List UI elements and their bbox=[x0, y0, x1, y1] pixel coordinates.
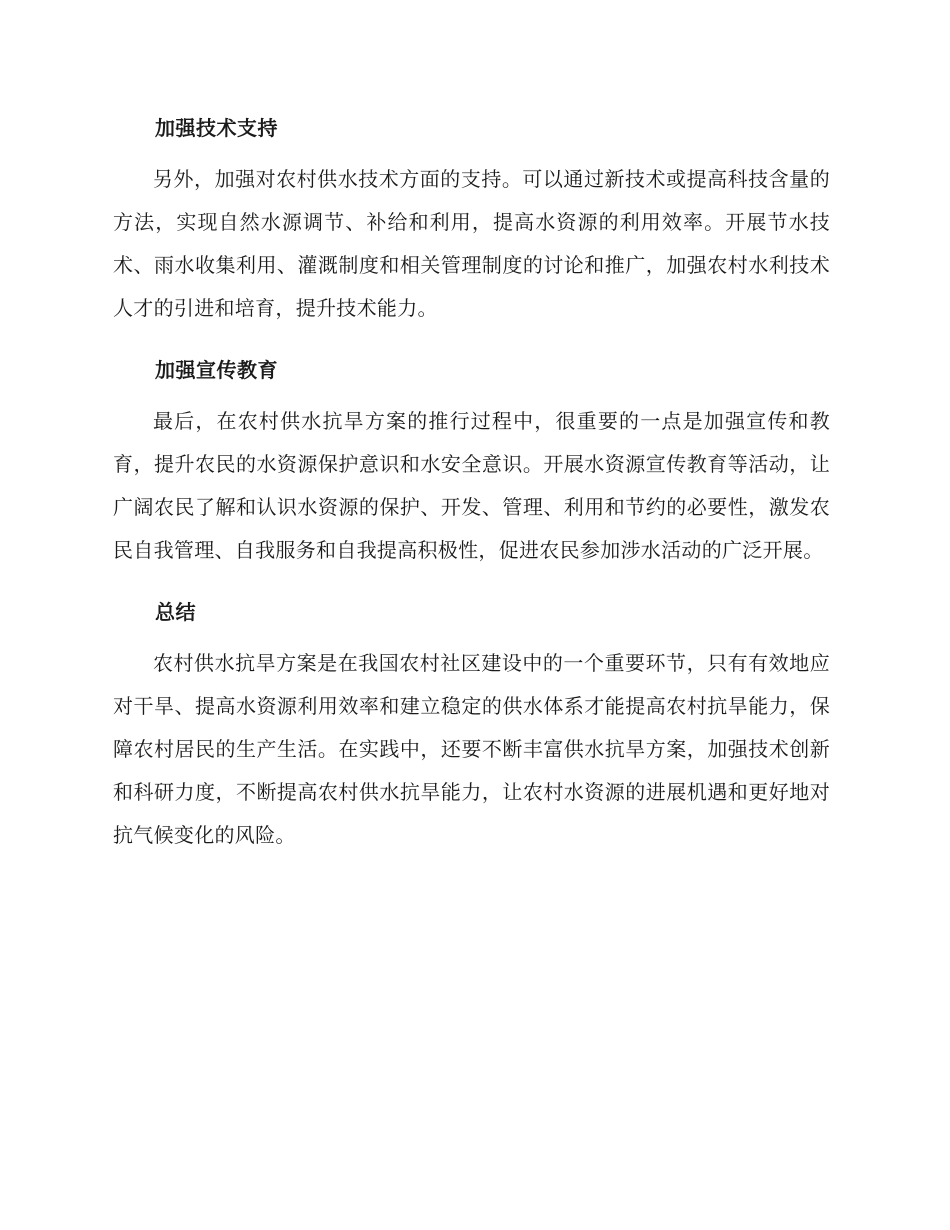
section-publicity-education bbox=[113, 350, 830, 572]
section-paragraph: 另外，加强对农村供水技术方面的支持。可以通过新技术或提高科技含量的方法，实现自然水源调节、补给和利用，提高水资源的利用效率。开展节水技术、雨水收集利用、灌溉制度和相关管理制度的讨论和推广，加强农村水利技术人才的引进和培育，提升技术能力。 bbox=[113, 167, 830, 320]
section-technical-support bbox=[113, 108, 830, 330]
document-content bbox=[113, 108, 830, 877]
section-heading: 总结 bbox=[155, 600, 196, 624]
section-heading: 加强宣传教育 bbox=[155, 358, 278, 382]
section-summary bbox=[113, 592, 830, 857]
section-heading: 加强技术支持 bbox=[155, 116, 278, 140]
section-paragraph: 农村供水抗旱方案是在我国农村社区建设中的一个重要环节，只有有效地应对干旱、提高水资源利用效率和建立稳定的供水体系才能提高农村抗旱能力，保障农村居民的生产生活。在实践中，还要不断丰富供水抗旱方案，加强技术创新和科研力度，不断提高农村供水抗旱能力，让农村水资源的进展机遇和更好地对抗气候变化的风险。 bbox=[113, 651, 830, 847]
section-paragraph: 最后，在农村供水抗旱方案的推行过程中，很重要的一点是加强宣传和教育，提升农民的水资源保护意识和水安全意识。开展水资源宣传教育等活动，让广阔农民了解和认识水资源的保护、开发、管理、利用和节约的必要性，激发农民自我管理、自我服务和自我提高积极性，促进农民参加涉水活动的广泛开展。 bbox=[113, 409, 830, 562]
